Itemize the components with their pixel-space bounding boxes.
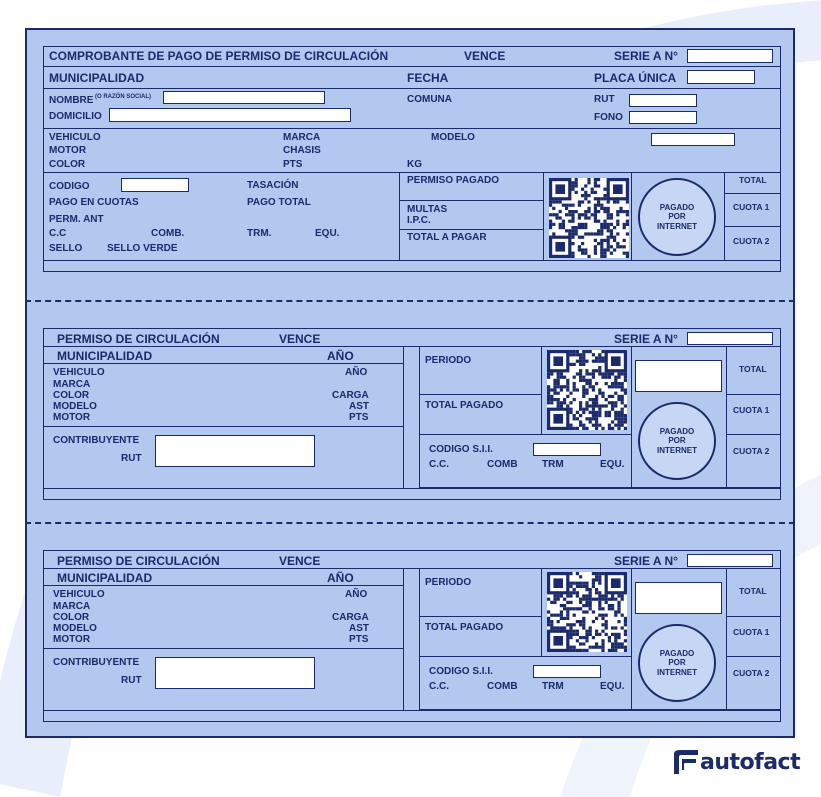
stub-1-contribuyente-field[interactable]	[155, 435, 315, 467]
stub-1-title: PERMISO DE CIRCULACIÓN	[57, 332, 220, 346]
divider	[43, 426, 403, 427]
divider	[726, 394, 781, 395]
paid-stamp: PAGADO POR INTERNET	[638, 402, 716, 480]
stub-2-cuota2-label: CUOTA 2	[733, 668, 770, 678]
qr-code-icon	[547, 572, 627, 652]
stub-1-serie-field[interactable]	[687, 332, 773, 345]
autofact-mark-icon	[670, 748, 700, 776]
stub-2-total-pagado-label: TOTAL PAGADO	[425, 622, 504, 633]
divider	[724, 193, 781, 194]
stub-1-total-label: TOTAL	[739, 364, 767, 374]
cut-line	[25, 300, 795, 302]
divider	[399, 172, 400, 260]
stub-2-periodo-label: PERIODO	[425, 577, 472, 588]
top-placa-label: PLACA ÚNICA	[594, 71, 677, 85]
stub-2-anio2-label: AÑO	[345, 589, 368, 600]
stub-1-periodo-label: PERIODO	[425, 355, 472, 366]
stub-2-anio-label: AÑO	[327, 571, 354, 585]
brand-name: autofact	[700, 749, 801, 775]
stub-1-trm-label: TRM	[542, 459, 564, 470]
divider	[726, 568, 727, 710]
top-equ-label: EQU.	[315, 228, 340, 239]
stub-1-marca-label: MARCA	[53, 379, 91, 390]
stub-1-total-field[interactable]	[635, 360, 722, 392]
divider	[403, 568, 404, 710]
stub-1-municipalidad-label: MUNICIPALIDAD	[57, 349, 153, 363]
stub-1-equ-label: EQU.	[600, 459, 625, 470]
divider	[43, 172, 781, 173]
top-rut-field[interactable]	[629, 94, 697, 107]
stub-1-vence-label: VENCE	[279, 332, 321, 346]
top-tasacion-label: TASACIÓN	[247, 180, 299, 191]
top-placa-field[interactable]	[687, 70, 755, 84]
divider	[43, 585, 403, 586]
divider	[43, 488, 781, 489]
divider	[43, 260, 781, 261]
divider	[726, 616, 781, 617]
divider	[724, 172, 725, 260]
paid-stamp: PAGADO POR INTERNET	[638, 178, 716, 256]
top-domicilio-field[interactable]	[109, 108, 351, 122]
divider	[419, 656, 631, 657]
divider	[631, 346, 632, 488]
stub-2-total-field[interactable]	[635, 582, 722, 614]
top-pts-label: PTS	[283, 159, 303, 170]
top-comb-label: COMB.	[151, 228, 185, 239]
stub-2-serie-field[interactable]	[687, 554, 773, 567]
top-serie-label: SERIE A N°	[614, 49, 678, 63]
stub-1-anio2-label: AÑO	[345, 367, 368, 378]
stub-1-carga-label: CARGA	[332, 390, 369, 401]
top-pago-total-label: PAGO TOTAL	[247, 197, 311, 208]
divider	[43, 88, 781, 89]
stub-1-contribuyente-label: CONTRIBUYENTE	[53, 435, 140, 446]
top-chasis-label: CHASIS	[283, 145, 321, 156]
top-fecha-label: FECHA	[407, 71, 449, 85]
top-nombre-field[interactable]	[163, 91, 325, 104]
divider	[419, 434, 631, 435]
divider	[399, 200, 543, 201]
divider	[631, 568, 632, 710]
stub-1-serie-label: SERIE A N°	[614, 332, 678, 346]
stub-1-vehiculo-label: VEHICULO	[53, 367, 105, 378]
top-color-label: COLOR	[49, 159, 86, 170]
stub-1-color-label: COLOR	[53, 390, 90, 401]
divider	[399, 229, 543, 230]
stub-1-ast-label: AST	[349, 401, 369, 412]
top-codigo-field[interactable]	[121, 178, 189, 192]
top-multas-label: MULTAS	[407, 204, 448, 215]
top-cuota1-label: CUOTA 1	[733, 202, 770, 212]
top-domicilio-label: DOMICILIO	[49, 111, 102, 122]
stub-2-ast-label: AST	[349, 623, 369, 634]
top-kg-label: KG	[407, 159, 422, 170]
stub-2-rut-label: RUT	[121, 675, 142, 686]
stub-1-codigo-sii-label: CODIGO S.I.I.	[429, 444, 493, 455]
stub-2-vence-label: VENCE	[279, 554, 321, 568]
top-rut-label: RUT	[594, 94, 615, 105]
permit-sheet	[25, 28, 795, 738]
stub-2-modelo-label: MODELO	[53, 623, 97, 634]
stub-2-carga-label: CARGA	[332, 612, 369, 623]
stub-1-motor-label: MOTOR	[53, 412, 91, 423]
top-title: COMPROBANTE DE PAGO DE PERMISO DE CIRCULACIÓN	[49, 49, 389, 63]
top-total-pagar-label: TOTAL A PAGAR	[407, 232, 487, 243]
top-cc-label: C.C	[49, 228, 67, 239]
top-perm-ant-label: PERM. ANT	[49, 214, 104, 225]
stub-2-municipalidad-label: MUNICIPALIDAD	[57, 571, 153, 585]
qr-code-pattern	[549, 178, 629, 258]
stub-2-equ-label: EQU.	[600, 681, 625, 692]
top-modelo-label: MODELO	[431, 132, 475, 143]
top-nombre-label: NOMBRE	[49, 95, 94, 106]
top-permiso-pagado-label: PERMISO PAGADO	[407, 175, 500, 186]
divider	[541, 568, 542, 656]
divider	[43, 710, 781, 711]
divider	[543, 172, 544, 260]
top-sello-verde-label: SELLO VERDE	[107, 243, 178, 254]
top-fono-field[interactable]	[629, 111, 697, 124]
divider	[724, 226, 781, 227]
stub-1-cc-label: C.C.	[429, 459, 449, 470]
top-ipc-label: I.P.C.	[407, 215, 431, 226]
divider	[631, 172, 632, 260]
qr-code-pattern	[547, 350, 627, 430]
stub-2-contribuyente-label: CONTRIBUYENTE	[53, 657, 140, 668]
stub-2-marca-label: MARCA	[53, 601, 91, 612]
stub-1-cuota2-label: CUOTA 2	[733, 446, 770, 456]
top-sello-label: SELLO	[49, 243, 83, 254]
cut-line	[25, 522, 795, 524]
top-razon-label: (O RAZÓN SOCIAL)	[95, 94, 151, 100]
top-vence-label: VENCE	[464, 49, 506, 63]
top-motor-label: MOTOR	[49, 145, 87, 156]
stub-1-codigo-sii-field[interactable]	[533, 443, 601, 456]
top-comuna-label: COMUNA	[407, 94, 452, 105]
divider	[419, 616, 541, 617]
top-marca-label: MARCA	[283, 132, 321, 143]
stub-1-modelo-label: MODELO	[53, 401, 97, 412]
autofact-logo	[670, 748, 800, 776]
qr-code-icon	[549, 178, 629, 258]
stub-2-color-label: COLOR	[53, 612, 90, 623]
stub-2-comb-label: COMB	[487, 681, 518, 692]
stub-1-pts-label: PTS	[349, 412, 369, 423]
top-trm-label: TRM.	[247, 228, 272, 239]
qr-code-pattern	[547, 572, 627, 652]
divider	[43, 648, 403, 649]
stub-2-serie-label: SERIE A N°	[614, 554, 678, 568]
top-fono-label: FONO	[594, 112, 623, 123]
top-municipalidad-label: MUNICIPALIDAD	[49, 71, 145, 85]
stub-2-trm-label: TRM	[542, 681, 564, 692]
stub-2-pts-label: PTS	[349, 634, 369, 645]
stub-2-codigo-sii-label: CODIGO S.I.I.	[429, 666, 493, 677]
stub-2-cc-label: C.C.	[429, 681, 449, 692]
top-modelo-field[interactable]	[651, 133, 735, 146]
top-pago-cuotas-label: PAGO EN CUOTAS	[49, 197, 139, 208]
paid-stamp: PAGADO POR INTERNET	[638, 624, 716, 702]
qr-code-icon	[547, 350, 627, 430]
stub-1-rut-label: RUT	[121, 453, 142, 464]
stub-2-motor-label: MOTOR	[53, 634, 91, 645]
divider	[726, 656, 781, 657]
divider	[43, 66, 781, 67]
divider	[419, 394, 541, 395]
divider	[43, 363, 403, 364]
top-vehiculo-label: VEHICULO	[49, 132, 101, 143]
divider	[43, 128, 781, 129]
stub-1-comb-label: COMB	[487, 459, 518, 470]
top-serie-field[interactable]	[687, 49, 773, 63]
top-cuota2-label: CUOTA 2	[733, 236, 770, 246]
divider	[726, 346, 727, 488]
top-codigo-label: CODIGO	[49, 181, 90, 192]
top-total-label: TOTAL	[739, 175, 767, 185]
divider	[726, 434, 781, 435]
divider	[541, 346, 542, 434]
divider	[403, 346, 404, 488]
stub-2-codigo-sii-field[interactable]	[533, 665, 601, 678]
stub-2-vehiculo-label: VEHICULO	[53, 589, 105, 600]
stub-1-cuota1-label: CUOTA 1	[733, 405, 770, 415]
stub-2-cuota1-label: CUOTA 1	[733, 627, 770, 637]
stub-2-total-label: TOTAL	[739, 586, 767, 596]
stub-1-anio-label: AÑO	[327, 349, 354, 363]
stub-2-title: PERMISO DE CIRCULACIÓN	[57, 554, 220, 568]
stub-1-total-pagado-label: TOTAL PAGADO	[425, 400, 504, 411]
stub-2-contribuyente-field[interactable]	[155, 657, 315, 689]
